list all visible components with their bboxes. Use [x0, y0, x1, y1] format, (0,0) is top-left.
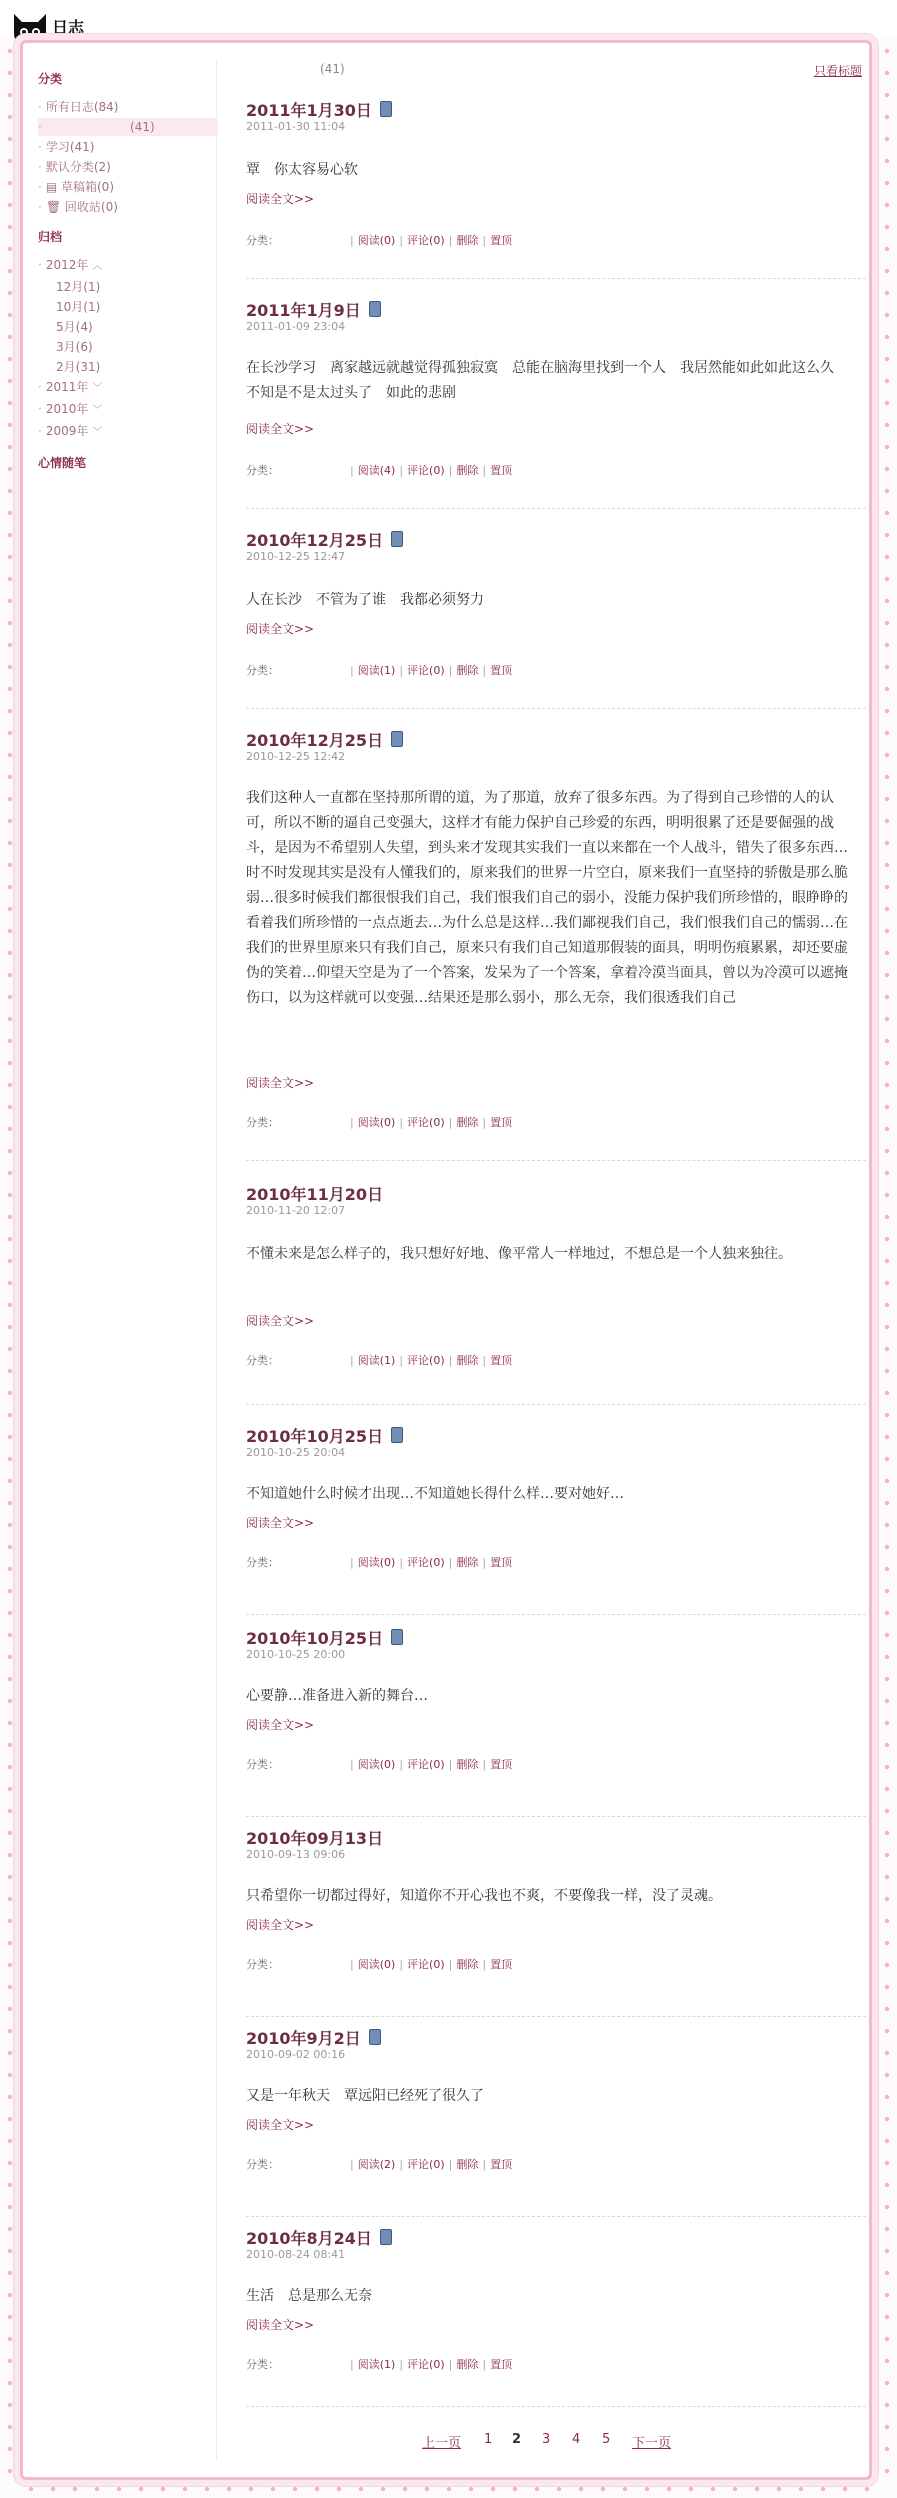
- page-link[interactable]: 3: [542, 2432, 551, 2447]
- view-titles-only-link[interactable]: 只看标题: [814, 64, 863, 78]
- blog-entry: [246, 1626, 866, 1817]
- category-label: 分类：: [246, 464, 279, 477]
- entry-body: 不懂未来是怎么样子的，我只想好好地、像平常人一样地过，不想总是一个人独来独往。: [246, 1246, 792, 1262]
- read-count-link[interactable]: 阅读(0): [357, 1958, 396, 1971]
- divider: |: [482, 1354, 487, 1367]
- mobile-phone-icon: [369, 2029, 381, 2045]
- delete-link[interactable]: 删除: [456, 1758, 479, 1771]
- entry-title-text[interactable]: 2010年11月20日: [246, 1185, 384, 1204]
- entry-actions: [246, 1352, 512, 1368]
- archive-heading: 归档: [38, 230, 63, 244]
- archive-year-label: 2010年: [45, 402, 89, 416]
- entry-title-text[interactable]: 2010年10月25日: [246, 1629, 384, 1648]
- read-more-link[interactable]: 阅读全文>>: [246, 1718, 315, 1732]
- entry-title[interactable]: [246, 2226, 392, 2249]
- sidebar-item-label: 所有日志(84): [45, 100, 119, 114]
- read-more-link[interactable]: 阅读全文>>: [246, 2118, 315, 2132]
- divider: |: [399, 1958, 404, 1971]
- read-more-link[interactable]: 阅读全文>>: [246, 422, 315, 436]
- entry-timestamp: 2011-01-30 11:04: [246, 120, 346, 133]
- entry-actions: [246, 1756, 512, 1772]
- entry-title-text[interactable]: 2010年8月24日: [246, 2229, 372, 2248]
- pin-top-link[interactable]: 置顶: [490, 1556, 513, 1569]
- read-count-link[interactable]: 阅读(0): [357, 234, 396, 247]
- divider: |: [350, 1354, 354, 1367]
- archive-month[interactable]: 2月(31): [56, 360, 101, 374]
- delete-link[interactable]: 删除: [456, 464, 479, 477]
- comment-count-link[interactable]: 评论(0): [407, 1116, 445, 1129]
- pin-top-link[interactable]: 置顶: [490, 1116, 513, 1129]
- divider: |: [399, 234, 404, 247]
- delete-link[interactable]: 删除: [456, 1354, 479, 1367]
- divider: |: [448, 1758, 453, 1771]
- archive-year-label: 2011年: [45, 380, 89, 394]
- entry-actions: [246, 1956, 512, 1972]
- entry-actions: [246, 1554, 512, 1570]
- chevron-up-icon: ︿: [92, 261, 103, 272]
- delete-link[interactable]: 删除: [456, 1116, 479, 1129]
- read-count-link[interactable]: 阅读(1): [357, 2358, 396, 2371]
- comment-count-link[interactable]: 评论(0): [407, 1556, 445, 1569]
- entry-timestamp: 2010-10-25 20:00: [246, 1648, 346, 1661]
- page-link[interactable]: 1: [484, 2432, 493, 2447]
- mobile-phone-icon: [391, 531, 403, 547]
- divider: |: [448, 664, 453, 677]
- read-count-link[interactable]: 阅读(1): [357, 664, 396, 677]
- entry-count: (41): [320, 62, 345, 76]
- divider: |: [399, 2158, 404, 2171]
- archive-year-2011[interactable]: · 2011年 ﹀: [38, 380, 103, 394]
- entry-title-text[interactable]: 2010年12月25日: [246, 731, 384, 750]
- chevron-down-icon: ﹀: [92, 405, 103, 416]
- category-label: 分类：: [246, 2158, 279, 2171]
- chevron-down-icon: ﹀: [92, 383, 103, 394]
- entry-title[interactable]: [246, 1626, 403, 1649]
- comment-count-link[interactable]: 评论(0): [407, 664, 445, 677]
- divider: |: [482, 464, 487, 477]
- mobile-phone-icon: [380, 101, 392, 117]
- entry-body: 不知道她什么时候才出现…不知道她长得什么样…要对她好…: [246, 1486, 624, 1502]
- read-count-link[interactable]: 阅读(0): [357, 1758, 396, 1771]
- divider: |: [350, 664, 354, 677]
- category-label: 分类：: [246, 1556, 279, 1569]
- divider: |: [482, 1116, 487, 1129]
- category-label: 分类：: [246, 2358, 279, 2371]
- entry-timestamp: 2010-08-24 08:41: [246, 2248, 346, 2261]
- chevron-down-icon: ﹀: [92, 427, 103, 438]
- entry-timestamp: 2010-12-25 12:42: [246, 750, 346, 763]
- sidebar-item-label: 学习(41): [45, 140, 95, 154]
- entry-body: 人在长沙 不管为了谁 我都必须努力: [246, 592, 484, 608]
- draft-icon: ▤: [45, 180, 58, 194]
- sidebar-item-label: 回收站(0): [64, 200, 118, 214]
- entry-title[interactable]: [246, 528, 403, 551]
- entry-title[interactable]: [246, 298, 381, 321]
- entry-title-text[interactable]: 2010年10月25日: [246, 1427, 384, 1446]
- entry-timestamp: 2010-11-20 12:07: [246, 1204, 346, 1217]
- decorative-border-right: [880, 40, 894, 2480]
- archive-month[interactable]: 5月(4): [56, 320, 93, 334]
- comment-count-link[interactable]: 评论(0): [407, 234, 445, 247]
- comment-count-link[interactable]: 评论(0): [407, 2158, 445, 2171]
- entry-title[interactable]: [246, 98, 392, 121]
- pin-top-link[interactable]: 置顶: [490, 1958, 513, 1971]
- comment-count-link[interactable]: 评论(0): [407, 1958, 445, 1971]
- divider: |: [448, 1958, 453, 1971]
- trash-icon: 🗑: [45, 200, 62, 214]
- sidebar-item-drafts[interactable]: · ▤ 草稿箱(0): [38, 180, 114, 194]
- blog-entry: [246, 98, 866, 279]
- entry-timestamp: 2010-09-02 00:16: [246, 2048, 346, 2061]
- comment-count-link[interactable]: 评论(0): [407, 1758, 445, 1771]
- archive-month[interactable]: 12月(1): [56, 280, 101, 294]
- divider: |: [350, 234, 354, 247]
- blog-entry: [246, 1182, 866, 1405]
- read-count-link[interactable]: 阅读(4): [357, 464, 396, 477]
- read-more-link[interactable]: 阅读全文>>: [246, 1918, 315, 1932]
- entry-timestamp: 2010-10-25 20:04: [246, 1446, 346, 1459]
- divider: |: [399, 464, 404, 477]
- entry-body: 只希望你一切都过得好，知道你不开心我也不爽，不要像我一样，没了灵魂。: [246, 1888, 722, 1904]
- entry-title[interactable]: [246, 1424, 403, 1447]
- app-title: 日志: [52, 18, 85, 37]
- divider: |: [399, 664, 404, 677]
- pin-top-link[interactable]: 置顶: [490, 234, 513, 247]
- delete-link[interactable]: 删除: [456, 234, 479, 247]
- entry-actions: [246, 232, 512, 248]
- blog-entry: [246, 2026, 866, 2217]
- divider: |: [448, 2358, 453, 2371]
- divider: |: [482, 1758, 487, 1771]
- sidebar-item-study[interactable]: · 学习(41): [38, 140, 95, 154]
- archive-year-label: 2012年: [45, 258, 89, 272]
- entry-actions: [246, 462, 512, 478]
- entry-title[interactable]: [246, 1182, 383, 1205]
- sidebar-item-label: 草稿箱(0): [61, 180, 114, 194]
- blog-entry: [246, 1424, 866, 1615]
- mobile-phone-icon: [391, 1427, 403, 1443]
- read-more-link[interactable]: 阅读全文>>: [246, 1076, 315, 1090]
- top-bar: [0, 0, 897, 36]
- divider: |: [399, 1116, 404, 1129]
- page-link[interactable]: 4: [572, 2432, 581, 2447]
- mood-heading[interactable]: 心情随笔: [38, 456, 87, 470]
- divider: |: [350, 1758, 354, 1771]
- next-page-link[interactable]: 下一页: [632, 2436, 672, 2451]
- delete-link[interactable]: 删除: [456, 664, 479, 677]
- divider: |: [350, 1116, 354, 1129]
- divider: |: [399, 1556, 404, 1569]
- entry-body: 覃 你太容易心软: [246, 162, 358, 178]
- category-label: 分类：: [246, 234, 279, 247]
- pin-top-link[interactable]: 置顶: [490, 2358, 513, 2371]
- entry-actions: [246, 1114, 512, 1130]
- entry-timestamp: 2010-09-13 09:06: [246, 1848, 346, 1861]
- sidebar-item-trash[interactable]: · 🗑 回收站(0): [38, 200, 118, 214]
- sidebar-item-count: (41): [130, 120, 155, 134]
- pin-top-link[interactable]: 置顶: [490, 1758, 513, 1771]
- entry-body: 生活 总是那么无奈: [246, 2288, 372, 2304]
- divider: |: [399, 1758, 404, 1771]
- divider: |: [399, 2358, 404, 2371]
- entry-title-text[interactable]: 2011年1月9日: [246, 301, 361, 320]
- read-count-link[interactable]: 阅读(2): [357, 2158, 396, 2171]
- delete-link[interactable]: 删除: [456, 2358, 479, 2371]
- archive-year-2010[interactable]: · 2010年 ﹀: [38, 402, 103, 416]
- entry-title-text[interactable]: 2011年1月30日: [246, 101, 372, 120]
- mobile-phone-icon: [391, 1629, 403, 1645]
- archive-year-2009[interactable]: · 2009年 ﹀: [38, 424, 103, 438]
- divider: |: [448, 1354, 453, 1367]
- divider: |: [448, 234, 453, 247]
- comment-count-link[interactable]: 评论(0): [407, 1354, 445, 1367]
- divider: |: [350, 1958, 354, 1971]
- blog-entry: [246, 528, 866, 709]
- read-count-link[interactable]: 阅读(0): [357, 1116, 396, 1129]
- archive-year-2012[interactable]: · 2012年 ︿: [38, 258, 103, 272]
- divider: |: [482, 664, 487, 677]
- sidebar-item-all-blogs[interactable]: · 所有日志(84): [38, 100, 119, 114]
- category-label: 分类：: [246, 1116, 279, 1129]
- category-label: 分类：: [246, 1958, 279, 1971]
- entry-actions: [246, 2356, 512, 2372]
- read-count-link[interactable]: 阅读(0): [357, 1556, 396, 1569]
- mobile-phone-icon: [380, 2229, 392, 2245]
- mobile-phone-icon: [391, 731, 403, 747]
- category-label: 分类：: [246, 1758, 279, 1771]
- category-heading: 分类: [38, 72, 63, 86]
- decorative-border-bottom: [20, 2482, 872, 2496]
- divider: |: [350, 2358, 354, 2371]
- divider: |: [448, 1116, 453, 1129]
- sidebar-item-label: 默认分类(2): [45, 160, 111, 174]
- page-link[interactable]: 5: [602, 2432, 611, 2447]
- entry-actions: [246, 662, 512, 678]
- delete-link[interactable]: 删除: [456, 1958, 479, 1971]
- blog-entry: [246, 1826, 866, 2017]
- divider: |: [482, 1958, 487, 1971]
- pin-top-link[interactable]: 置顶: [490, 1354, 513, 1367]
- delete-link[interactable]: 删除: [456, 1556, 479, 1569]
- archive-month[interactable]: 10月(1): [56, 300, 101, 314]
- entry-title-text[interactable]: 2010年09月13日: [246, 1829, 384, 1848]
- divider: |: [448, 2158, 453, 2171]
- divider: |: [482, 1556, 487, 1569]
- read-more-link[interactable]: 阅读全文>>: [246, 622, 315, 636]
- divider: |: [482, 234, 487, 247]
- comment-count-link[interactable]: 评论(0): [407, 2358, 445, 2371]
- entry-title-text[interactable]: 2010年9月2日: [246, 2029, 361, 2048]
- divider: |: [350, 2158, 354, 2171]
- delete-link[interactable]: 删除: [456, 2158, 479, 2171]
- blog-entry: [246, 2226, 866, 2407]
- read-more-link[interactable]: 阅读全文>>: [246, 1516, 315, 1530]
- read-more-link[interactable]: 阅读全文>>: [246, 1314, 315, 1328]
- blog-entry: [246, 298, 866, 509]
- category-label: 分类：: [246, 664, 279, 677]
- mobile-phone-icon: [369, 301, 381, 317]
- read-more-link[interactable]: 阅读全文>>: [246, 192, 315, 206]
- divider: |: [482, 2358, 487, 2371]
- divider: |: [350, 464, 354, 477]
- comment-count-link[interactable]: 评论(0): [407, 464, 445, 477]
- divider: |: [448, 464, 453, 477]
- divider: |: [482, 2158, 487, 2171]
- pin-top-link[interactable]: 置顶: [490, 664, 513, 677]
- entry-title-text[interactable]: 2010年12月25日: [246, 531, 384, 550]
- prev-page-link[interactable]: 上一页: [422, 2436, 462, 2451]
- divider: |: [448, 1556, 453, 1569]
- category-label: 分类：: [246, 1354, 279, 1367]
- read-more-link[interactable]: 阅读全文>>: [246, 2318, 315, 2332]
- entry-title[interactable]: [246, 2026, 381, 2049]
- entry-timestamp: 2010-12-25 12:47: [246, 550, 346, 563]
- pin-top-link[interactable]: 置顶: [490, 464, 513, 477]
- sidebar: [24, 60, 217, 2460]
- current-page: 2: [512, 2432, 522, 2447]
- entry-body: 我们这种人一直都在坚持那所谓的道，为了那道，放弃了很多东西。为了得到自己珍惜的人的认可，所以不断的逼自己变强大，这样才有能力保护自己珍爱的东西，明明很累了还是要倔强的战斗，是因为不希望别人失望，到头来才发现其实我们一直以来都在一个人战斗，错失了很多东西…时不时发现其实是没有人懂我们的，原来我们的世界一片空白，原来我们一直坚持的骄傲是那么脆弱…很多时候我们都很恨我们自己，我们恨我们自己的弱小，没能力保护我们所珍惜的，眼睁睁的看着我们所珍惜的一点点逝去…为什么总是这样…我们鄙视我们自己，我们恨我们自己的懦弱…在我们的世界里原来只有我们自己，原来只有我们自己知道那假装的面具，明明伤痕累累，却还要虚伪的笑着…仰望天空是为了一个答案，发呆为了一个答案，拿着冷漠当面具，曾以为冷漠可以遮掩伤口，以为这样就可以变强…结果还是那么弱小，那么无奈，我们很透我们自己: [246, 790, 848, 1006]
- read-count-link[interactable]: 阅读(1): [357, 1354, 396, 1367]
- blog-entry: [246, 728, 866, 1161]
- entry-body: 在长沙学习 离家越远就越觉得孤独寂寞 总能在脑海里找到一个人 我居然能如此如此这么久 不知是不是太过头了 如此的悲剧: [246, 360, 848, 401]
- pin-top-link[interactable]: 置顶: [490, 2158, 513, 2171]
- sidebar-item-default[interactable]: · 默认分类(2): [38, 160, 111, 174]
- archive-year-label: 2009年: [45, 424, 89, 438]
- entry-title[interactable]: [246, 1826, 383, 1849]
- divider: |: [399, 1354, 404, 1367]
- sidebar-item-current-category[interactable]: · (41): [38, 118, 218, 136]
- entry-body: 又是一年秋天 覃远阳已经死了很久了: [246, 2088, 484, 2104]
- entry-title[interactable]: [246, 728, 403, 751]
- entry-body: 心要静…准备进入新的舞台…: [246, 1688, 428, 1704]
- archive-month[interactable]: 3月(6): [56, 340, 93, 354]
- entry-timestamp: 2011-01-09 23:04: [246, 320, 346, 333]
- decorative-border-left: [3, 40, 17, 2480]
- entry-actions: [246, 2156, 512, 2172]
- divider: |: [350, 1556, 354, 1569]
